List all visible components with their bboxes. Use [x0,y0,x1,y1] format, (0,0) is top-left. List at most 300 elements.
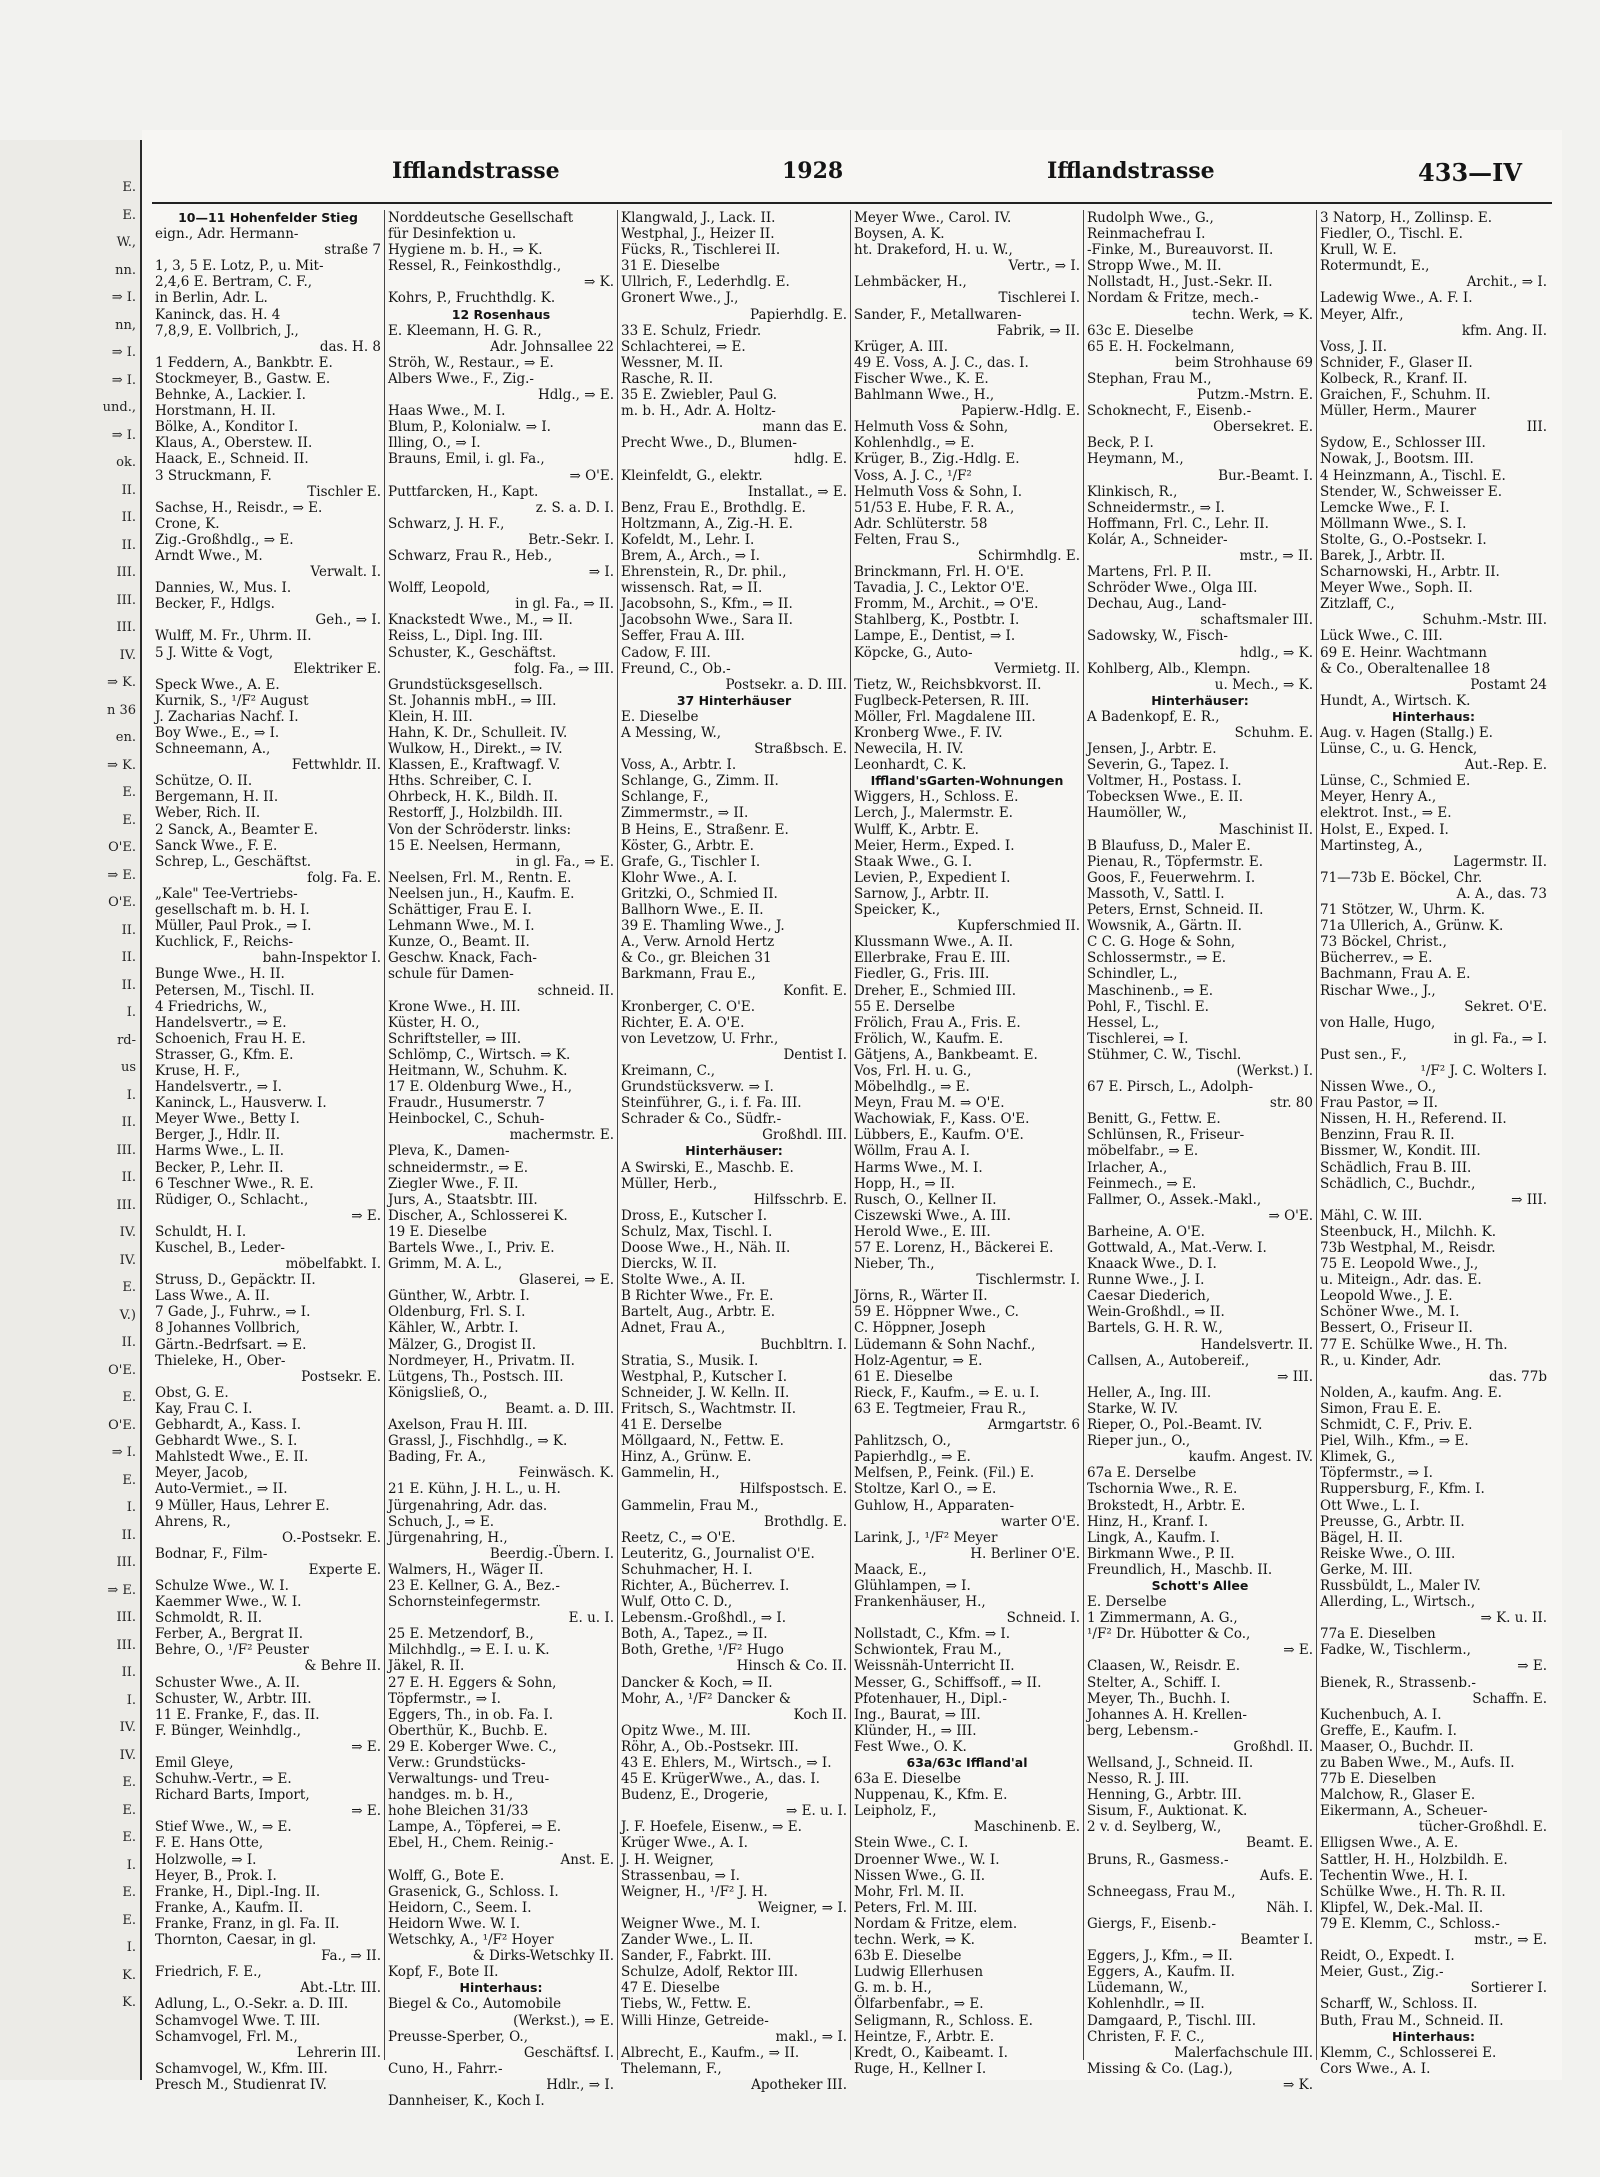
directory-entry: Rieper, O., Pol.-Beamt. IV. [1087,1417,1263,1434]
directory-entry: Emil Gleye, [155,1755,234,1771]
directory-entry: 71 Stötzer, W., Uhrm. K. [1320,902,1486,919]
directory-entry: Kay, Frau C. I. [155,1400,253,1417]
edge-fragment: II. [121,482,136,498]
directory-entry: Meyer, Jacob, [155,1465,249,1482]
directory-entry: Christen, F. F. C., [1087,2028,1205,2045]
directory-entry: Scharnowski, H., Arbtr. II. [1320,564,1500,581]
directory-entry: Starke, W. IV. [1087,1400,1179,1417]
directory-entry: Runne Wwe., J. I. [1087,1272,1205,1289]
edge-fragment: E. [122,1912,136,1928]
directory-entry: Feinwäsch. K. [518,1465,614,1482]
directory-entry: Pust sen., F., [1320,1046,1407,1063]
edge-fragment: I. [126,1692,136,1708]
directory-entry: Wulf, Otto C. D., [621,1594,733,1611]
directory-entry: Sydow, E., Schlosser III. [1320,435,1486,452]
directory-entry: Kuchlick, F., Reichs- [155,934,294,951]
directory-entry: Tischlermstr. I. [976,1272,1080,1289]
directory-entry: Schlömp, C., Wirtsch. ⇒ K. [388,1046,571,1063]
directory-entry: möbelfabr., ⇒ E. [1087,1143,1199,1160]
edge-fragment: II. [121,922,136,938]
directory-entry: Ullrich, F., Lederhdlg. E. [621,274,790,291]
page-header [142,158,1562,198]
directory-entry: Maaser, O., Buchdr. II. [1320,1738,1474,1755]
directory-entry: Haas Wwe., M. I. [388,403,506,420]
directory-entry: Simon, Frau E. E. [1320,1400,1442,1417]
directory-entry: Adnet, Frau A., [621,1320,726,1337]
directory-entry: Behnke, A., Lackier. I. [155,387,306,404]
directory-entry: Richter, A., Bücherrev. I. [621,1577,790,1594]
directory-entry: Grassl, J., Fischhdlg., ⇒ K. [388,1433,568,1450]
directory-entry: E. Derselbe [1087,1594,1167,1611]
directory-entry: Jurs, A., Staatsbtr. III. [388,1191,538,1208]
directory-entry: mann das E. [762,419,847,436]
directory-entry: Klaus, A., Oberstew. II. [155,435,313,452]
directory-entry: Lübbers, E., Kaufm. O'E. [854,1127,1024,1144]
directory-entry: Techentin Wwe., H. I. [1320,1867,1468,1884]
edge-fragment: III. [116,1555,136,1570]
directory-entry: Brem, A., Arch., ⇒ I. [621,547,760,564]
directory-entry: Klimek, G., [1320,1449,1396,1466]
directory-entry: C. Höppner, Joseph [854,1320,986,1337]
directory-entry: Dannheiser, K., Koch I. [388,2092,545,2109]
directory-entry: 31 E. Dieselbe [621,258,720,275]
directory-entry: Köster, G., Arbtr. E. [621,837,754,854]
directory-entry: Kruse, H. F., [155,1062,240,1079]
directory-entry: von Levetzow, U. Frhr., [621,1030,779,1047]
directory-entry: Aug. v. Hagen (Stallg.) E. [1320,725,1493,741]
directory-entry: Tschornia Wwe., R. E. [1087,1481,1238,1498]
edge-fragment: I. [126,1940,136,1955]
directory-entry: Stephan, Frau M., [1087,370,1212,387]
directory-entry: Bunge Wwe., H. II. [155,966,285,983]
directory-entry: Armgartstr. 6 [987,1417,1080,1434]
directory-entry: Kunze, O., Beamt. II. [388,934,530,951]
directory-entry: Papierw.-Hdlg. E. [961,403,1080,420]
directory-entry: 15 E. Neelsen, Hermann, [388,837,561,854]
directory-entry: Schuster, W., Arbtr. III. [155,1690,312,1707]
directory-entry: Verwaltungs- und Treu- [388,1771,550,1788]
directory-entry: B Blaufuss, D., Maler E. [1087,837,1251,854]
directory-entry: Newecila, H. IV. [854,741,964,758]
directory-entry: Arndt Wwe., M. [155,547,263,564]
directory-entry: Kaemmer Wwe., W. I. [155,1594,302,1611]
directory-entry: Lehrerin III. [296,2044,381,2061]
directory-entry: Herold Wwe., E. III. [854,1223,991,1240]
directory-entry: Lehmbäcker, H., [854,274,967,291]
directory-entry: Klangwald, J., Lack. II. [621,210,776,226]
directory-entry: Fadke, W., Tischlerm., [1320,1642,1471,1659]
directory-entry: 35 E. Zwiebler, Paul G. [621,387,778,404]
directory-entry: Barek, J., Arbtr. II. [1320,547,1446,564]
directory-entry: Schülke Wwe., H. Th. R. II. [1320,1883,1506,1900]
directory-entry: B Heins, E., Straßenr. E. [621,821,789,838]
directory-entry: Eggers, Th., in ob. Fa. I. [388,1706,554,1723]
directory-entry: Nordam & Fritze, elem. [854,1915,1018,1932]
directory-entry: Friedrich, F. E., [155,1964,262,1981]
directory-entry: Reidt, O., Expedt. I. [1320,1948,1455,1965]
directory-entry: Rieper jun., O., [1087,1433,1191,1450]
section-heading: Hinterhäuser: [1151,692,1249,708]
edge-fragment: ⇒ E. [107,1582,136,1598]
directory-entry: Stratia, S., Musik. I. [621,1352,759,1369]
directory-entry: Lampe, E., Dentist, ⇒ I. [854,628,1016,645]
edge-fragment: n 36 [106,702,136,718]
directory-columns [152,210,1552,2109]
directory-entry: Opitz Wwe., M. III. [621,1722,751,1739]
directory-entry: Klünder, H., ⇒ III. [854,1722,977,1739]
directory-entry: J. H. Weigner, [621,1851,714,1868]
directory-entry: Schröder Wwe., Olga III. [1087,580,1258,597]
directory-entry: Konfit. E. [783,982,847,999]
directory-entry: Schuhm. E. [1234,725,1313,741]
directory-entry: Kofeldt, M., Lehr. I. [621,531,755,548]
edge-fragment: O'E. [108,840,136,855]
directory-entry: 71—73b E. Böckel, Chr. [1320,869,1483,886]
directory-entry: Benitt, G., Fettw. E. [1087,1111,1221,1128]
directory-entry: Wachowiak, F., Kass. O'E. [854,1111,1030,1128]
directory-entry: Maschinenb. E. [973,1819,1080,1836]
directory-entry: Nollstadt, C., Kfm. ⇒ I. [854,1626,1011,1643]
directory-entry: Wowsnik, A., Gärtn. II. [1087,918,1242,935]
directory-entry: Ziegler Wwe., F. II. [388,1175,519,1192]
directory-entry: St. Johannis mbH., ⇒ III. [388,692,557,709]
directory-entry: Levien, P., Expedient I. [854,869,1011,886]
section-heading: 63a/63c Iffland'al [906,1755,1028,1770]
directory-entry: Sander, F., Metallwaren- [854,306,1022,323]
directory-entry: Bachmann, Frau A. E. [1320,966,1471,983]
directory-entry: Nordmeyer, H., Privatm. II. [388,1352,575,1369]
directory-entry: Ohrbeck, H. K., Bildh. II. [388,789,558,806]
directory-entry: Boysen, A. K. [854,226,945,243]
directory-entry: Massoth, V., Sattl. I. [1087,885,1225,902]
directory-entry: Meyer Wwe., Carol. IV. [854,210,1012,226]
directory-entry: Reetz, C., ⇒ O'E. [621,1529,736,1546]
directory-entry: Fritsch, S., Wachtmstr. II. [621,1400,797,1417]
directory-entry: Frölich, Frau A., Fris. E. [854,1014,1021,1031]
edge-fragment: us [120,1060,136,1075]
directory-entry: Kohlenhdlr., ⇒ II. [1087,1996,1205,2013]
directory-entry: Näh. I. [1266,1899,1313,1916]
directory-entry: Knaack Wwe., D. I. [1087,1256,1217,1273]
directory-entry: Budenz, E., Drogerie, [621,1787,769,1804]
directory-entry: Schädlich, Frau B. III. [1320,1159,1472,1176]
directory-entry: Steinführer, G., i. f. Fa. III. [621,1095,802,1112]
directory-entry: Wessner, M. II. [621,354,724,371]
directory-entry: Vermietg. II. [994,660,1080,677]
directory-entry: Ellerbrake, Frau E. III. [854,950,1011,967]
directory-entry: elektrot. Inst., ⇒ E. [1320,805,1452,822]
directory-entry: B Richter Wwe., Fr. E. [621,1288,774,1305]
directory-entry: 9 Müller, Haus, Lehrer E. [155,1497,330,1514]
directory-entry: Discher, A., Schlosserei K. [388,1207,568,1224]
directory-entry: für Desinfektion u. [388,226,517,243]
directory-entry: Meier, Gust., Zig.- [1320,1964,1444,1981]
directory-entry: Stolte Wwe., A. II. [621,1272,746,1289]
directory-entry: Callsen, A., Autobereif., [1087,1352,1250,1369]
edge-fragment: III. [116,565,136,580]
directory-entry: Meyer, Alfr., [1320,306,1404,323]
directory-entry: G. m. b. H., [854,1980,932,1997]
directory-entry: Abt.-Ltr. III. [300,1980,381,1997]
directory-entry: ⇒ O'E. [1268,1207,1313,1224]
directory-entry: Rischar Wwe., J., [1320,982,1436,999]
directory-entry: Precht Wwe., D., Blumen- [621,435,797,452]
edge-fragment: rd- [117,1032,136,1048]
directory-entry: Rüdiger, O., Schlacht., [155,1191,309,1208]
directory-entry: Fromm, M., Archit., ⇒ O'E. [854,596,1039,613]
directory-entry: Hinz, A., Grünw. E. [621,1449,752,1466]
directory-entry: Felten, Frau S., [854,531,960,548]
directory-entry: Beck, P. I. [1087,435,1154,452]
directory-entry: Bergemann, H. II. [155,789,279,806]
directory-entry: Bägel, H. II. [1320,1529,1403,1546]
directory-entry: machermstr. E. [509,1127,614,1144]
edge-fragment: II. [121,1527,136,1543]
directory-entry: Schwarz, Frau R., Heb., [388,547,553,564]
directory-entry: Struss, D., Gepäcktr. II. [155,1272,316,1289]
directory-entry: Richard Barts, Import, [155,1787,310,1804]
directory-entry: 2 Sanck, A., Beamter E. [155,821,318,838]
directory-entry: 2 v. d. Seylberg, W., [1087,1819,1222,1836]
directory-entry: 69 E. Heinr. Wachtmann [1320,644,1487,661]
directory-entry: Töpfermstr., ⇒ I. [1320,1465,1433,1482]
directory-entry: Kredt, O., Kaibeamt. I. [854,2044,1008,2061]
directory-entry: Postsekr. a. D. III. [725,676,847,693]
directory-entry: bahn-Inspektor I. [262,950,381,967]
directory-column-3 [618,210,851,2093]
directory-entry: 77b E. Dieselben [1320,1771,1437,1788]
directory-entry: makl., ⇒ I. [775,2028,847,2045]
directory-entry: Rusch, O., Kellner II. [854,1191,997,1208]
directory-entry: Pahlitzsch, O., [854,1433,952,1450]
directory-entry: Aut.-Rep. E. [1464,757,1547,774]
directory-entry: Krüger, A. III. [854,338,949,355]
directory-entry: Oberthür, K., Buchb. E. [388,1722,548,1739]
directory-column-6 [1317,210,1550,2077]
directory-entry: in gl. Fa., ⇒ E. [516,853,614,870]
directory-entry: Henning, G., Arbtr. III. [1087,1787,1242,1804]
directory-entry: Pienau, R., Töpfermstr. E. [1087,853,1263,870]
directory-entry: Norddeutsche Gesellschaft [388,210,574,226]
directory-entry: Zig.-Großhdlg., ⇒ E. [155,531,294,548]
directory-entry: Albrecht, E., Kaufm., ⇒ II. [621,2044,800,2061]
directory-entry: Krüger, B., Zig.-Hdlg. E. [854,451,1020,468]
directory-entry: Wulkow, H., Direkt., ⇒ IV. [388,741,563,758]
directory-entry: Both, Grethe, ¹/F² Hugo [621,1642,784,1659]
directory-entry: E. Kleemann, H. G. R., [388,322,542,339]
directory-entry: Kaninck, L., Hausverw. I. [155,1095,327,1112]
directory-entry: 17 E. Oldenburg Wwe., H., [388,1079,572,1096]
directory-entry: Presch M., Studienrat IV. [155,2076,327,2093]
directory-entry: Schneegass, Frau M., [1087,1883,1236,1900]
directory-entry: Aufs. E. [1259,1867,1313,1884]
directory-entry: Nordam & Fritze, mech.- [1087,290,1259,307]
directory-entry: Buth, Frau M., Schneid. II. [1320,2012,1504,2029]
directory-entry: Heyer, B., Prok. I. [155,1867,277,1884]
street-title-left: Ifflandstrasse [392,158,560,184]
directory-entry: Kreimann, C., [621,1062,716,1079]
directory-entry: 3 Struckmann, F. [155,467,272,484]
directory-entry: Schamvogel, Frl. M., [155,2028,298,2045]
directory-entry: Gottwald, A., Mat.-Verw. I. [1087,1240,1267,1256]
directory-entry: Betr.-Sekr. I. [528,531,614,548]
directory-entry: Pleva, K., Damen- [388,1143,510,1160]
directory-entry: Neelsen jun., H., Kaufm. E. [388,885,575,902]
directory-entry: Wulff, K., Arbtr. E. [854,821,979,838]
directory-entry: Barheine, A. O'E. [1087,1223,1205,1240]
directory-entry: Both, A., Tapez., ⇒ II. [621,1626,768,1643]
directory-entry: Schneidermstr., ⇒ I. [1087,499,1225,516]
directory-entry: u. Miteign., Adr. das. E. [1320,1272,1482,1289]
directory-entry: Biegel & Co., Automobile [388,1996,562,2013]
directory-entry: (Werkst.) I. [1236,1062,1313,1079]
directory-entry: E. Dieselbe [621,708,699,725]
directory-entry: Fabrik, ⇒ II. [996,322,1080,339]
directory-entry: 19 E. Dieselbe [388,1223,487,1240]
directory-entry: Großhdl. III. [762,1127,847,1144]
edge-fragment: II. [121,510,136,525]
directory-entry: Schuhw.-Vertr., ⇒ E. [155,1771,292,1788]
directory-entry: Jäkel, R. II. [388,1658,465,1675]
directory-entry: Bölke, A., Konditor I. [155,419,299,436]
directory-entry: (Werkst.), ⇒ E. [513,2012,614,2029]
directory-entry: Helmuth Voss & Sohn, I. [854,483,1023,500]
directory-entry: Ebel, H., Chem. Reinig.- [388,1835,554,1852]
directory-entry: Bahlmann Wwe., H., [854,387,995,404]
directory-entry: Vos, Frl. H. u. G., [854,1062,972,1079]
directory-entry: 67a E. Derselbe [1087,1465,1197,1482]
directory-entry: Maack, E., [854,1561,927,1578]
directory-entry: Meier, Herm., Exped. I. [854,837,1015,854]
directory-entry: Voltmer, H., Postass. I. [1087,773,1242,790]
directory-entry: Pfotenhauer, H., Dipl.- [854,1690,1007,1707]
directory-entry: 47 E. Dieselbe [621,1980,720,1997]
directory-entry: 29 E. Koberger Wwe. C., [388,1738,557,1755]
directory-entry: Milchhdlg., ⇒ E. I. u. K. [388,1642,550,1659]
directory-entry: Missing & Co. (Lag.), [1087,2060,1233,2077]
directory-entry: Krull, W. E. [1320,242,1397,259]
directory-entry: Jensen, J., Arbtr. E. [1087,741,1217,758]
directory-entry: Illing, O., ⇒ I. [388,435,481,452]
directory-entry: Nissen, H. H., Referend. II. [1320,1111,1507,1128]
directory-entry: Weber, Rich. II. [155,805,261,822]
directory-entry: Guhlow, H., Apparaten- [854,1497,1015,1514]
directory-entry: Kohlberg, Alb., Klempn. [1087,660,1251,677]
directory-entry: Cuno, H., Fahrr.- [388,2060,503,2077]
edge-fragment: und., [102,400,136,415]
directory-entry: Meyer, Henry A., [1320,789,1437,806]
directory-entry: Klassen, E., Kraftwagf. V. [388,757,561,774]
directory-entry: Wellsand, J., Schneid. II. [1087,1755,1254,1771]
directory-entry: Russbüldt, L., Maler IV. [1320,1577,1481,1594]
directory-entry: Nissen Wwe., O., [1320,1079,1437,1096]
directory-entry: 7 Gade, J., Fuhrw., ⇒ I. [155,1304,311,1321]
directory-entry: Reiske Wwe., O. III. [1320,1545,1456,1562]
directory-entry: Auto-Vermiet., ⇒ II. [155,1481,288,1498]
edge-fragment: E. [122,207,136,223]
directory-entry: 73 Böckel, Christ., [1320,934,1447,951]
directory-entry: Handelsvertr., ⇒ I. [155,1079,282,1096]
directory-entry: Röhr, A., Ob.-Postsekr. III. [621,1738,799,1755]
directory-entry: Voss, A. J. C., ¹/F² [854,467,972,484]
directory-entry: 63a E. Dieselbe [854,1771,961,1788]
directory-entry: möbelfabkt. I. [285,1256,381,1273]
directory-entry: Kronberger, C. O'E. [621,998,755,1015]
directory-entry: Maschinist II. [1219,821,1313,838]
directory-entry: Hopp, H., ⇒ II. [854,1175,955,1192]
edge-fragment: en. [115,730,136,745]
directory-entry: Ludwig Ellerhusen [854,1964,984,1981]
edge-fragment: E. [122,785,136,800]
directory-entry: Klein, H. III. [388,708,473,725]
directory-entry: Schlange, F., [621,789,709,806]
edge-fragment: ⇒ I. [111,290,136,305]
directory-entry: Ballhorn Wwe., E. II. [621,902,764,919]
edge-fragment: I. [126,1005,136,1020]
directory-entry: Hdlr., ⇒ I. [546,2076,614,2093]
directory-entry: F. E. Hans Otte, [155,1835,264,1852]
directory-entry: Voss, J. II. [1320,338,1387,355]
directory-entry: ¹/F² J. C. Wolters I. [1420,1062,1547,1079]
directory-entry: & Co., Oberaltenallee 18 [1320,660,1491,677]
directory-entry: ¹/F² Dr. Hübotter & Co., [1087,1626,1251,1643]
directory-entry: Strasser, G., Kfm. E. [155,1046,294,1063]
directory-entry: 8 Johannes Vollbrich, [155,1320,300,1337]
directory-entry: Beerdig.-Übern. I. [489,1545,614,1562]
directory-entry: Lampe, A., Töpferei, ⇒ E. [388,1819,561,1836]
edge-fragment: ⇒ K. [107,675,136,690]
directory-entry: Schlange, G., Zimm. II. [621,773,779,790]
section-heading: 10—11 Hohenfelder Stieg [178,210,358,225]
directory-entry: 77a E. Dieselben [1320,1626,1436,1643]
directory-entry: Rotermundt, E., [1320,258,1430,275]
directory-entry: Claasen, W., Reisdr. E. [1087,1658,1241,1675]
directory-entry: Schlachterei, ⇒ E. [621,338,746,355]
directory-entry: Schnider, F., Glaser II. [1320,354,1473,371]
directory-entry: 45 E. KrügerWwe., A., das. I. [621,1771,820,1788]
directory-entry: ht. Drakeford, H. u. W., [854,242,1013,259]
directory-entry: Heller, A., Ing. III. [1087,1384,1212,1401]
edge-fragment: III. [116,620,136,635]
directory-column-2 [385,210,618,2109]
directory-entry: Ströh, W., Restaur., ⇒ E. [388,354,554,371]
directory-entry: Holst, E., Exped. I. [1320,821,1449,838]
edge-fragment: K. [122,1967,136,1983]
directory-entry: in gl. Fa., ⇒ II. [515,596,614,613]
directory-entry: Stockmeyer, B., Gastw. E. [155,370,331,387]
edge-fragment: E. [122,1802,136,1818]
directory-entry: Allerding, L., Wirtsch., [1320,1594,1476,1611]
directory-entry: Handelsvertr. II. [1200,1336,1313,1353]
directory-entry: Schwarz, J. H. F., [388,515,505,532]
directory-entry: 75 E. Leopold Wwe., J., [1320,1256,1479,1273]
directory-entry: Zimmermstr., ⇒ II. [621,805,749,822]
directory-entry: Reinmachefrau I. [1087,226,1206,243]
directory-entry: Weissnäh-Unterricht II. [854,1658,1015,1675]
directory-entry: Verw.: Grundstücks- [388,1755,526,1771]
directory-entry: von Halle, Hugo, [1320,1014,1436,1031]
directory-entry: Schulz, Max, Tischl. I. [621,1223,773,1240]
year-label: 1928 [782,158,844,184]
edge-fragment: V.) [119,1307,136,1323]
directory-entry: 11 E. Franke, F., das. II. [155,1706,320,1723]
directory-entry: Dancker & Koch, ⇒ II. [621,1674,773,1691]
directory-entry: Meyer, Th., Buchh. I. [1087,1690,1231,1707]
directory-entry: Hdlg., ⇒ E. [538,387,614,404]
directory-entry: Kolbeck, R., Kranf. II. [1320,370,1468,387]
directory-entry: z. S. a. D. I. [535,499,614,516]
directory-entry: Stelter, A., Schiff. I. [1087,1674,1221,1691]
